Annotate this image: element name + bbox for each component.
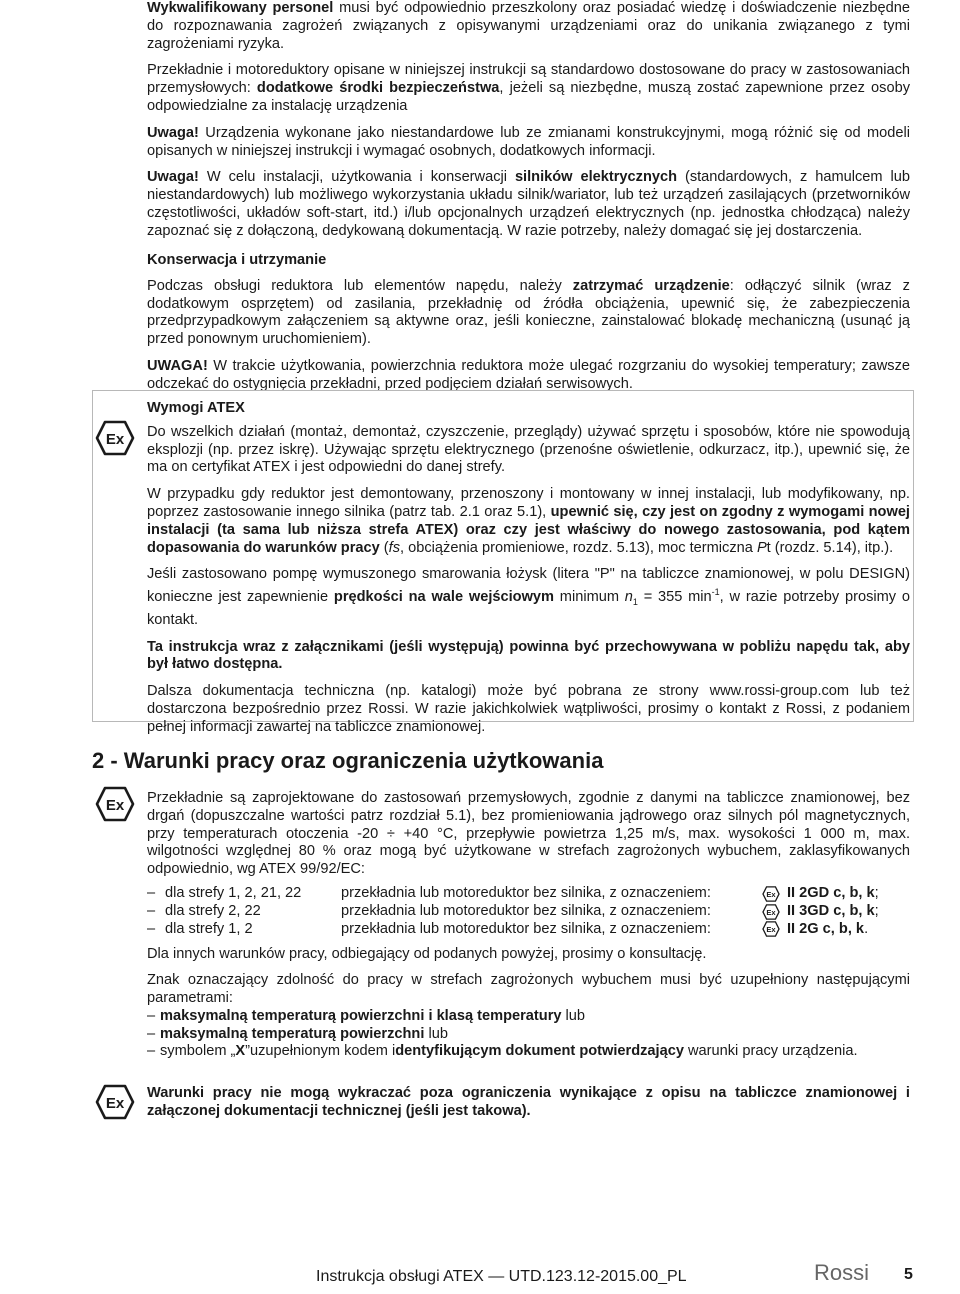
- svg-text:Ex: Ex: [766, 925, 776, 935]
- svg-text:Ex: Ex: [105, 431, 125, 448]
- maintenance-title: Konserwacja i utrzymanie: [147, 252, 327, 268]
- page-number: 5: [904, 1266, 913, 1283]
- section-2-body: [147, 790, 910, 1061]
- atex-paragraph-5: Dalsza dokumentacja techniczna (np. katalogi) może być pobrana ze strony www.rossi-group.com lub też dostarczona bezpośrednio przez Rossi. W razie jakichkolwiek wątpliwości, prosimy o kontakt z Rossi, z podaniem pełnej informacji zawartej na tabliczce znamionowej.: [147, 683, 910, 735]
- ex-hexagon-icon: [95, 420, 135, 456]
- maintenance-paragraph-2: UWAGA! W trakcie użytkowania, powierzchnia reduktora może ulegać rozgrzaniu do wysokiej temperatury; zawsze odczekać do ostygnięcia przekładni, przed podjęciem działań serwisowych.: [147, 357, 910, 392]
- intro-paragraph-3: Uwaga! Urządzenia wykonane jako niestandardowe lub ze zmianami konstrukcyjnymi, mogą różnić się od modeli opisanych w niniejszej instrukcji i wymagać osobnych, dodatkowych informacji.: [147, 124, 910, 159]
- ex-hexagon-icon: [761, 886, 781, 902]
- section-2-paragraph-4: Warunki pracy nie mogą wykraczać poza ograniczenia wynikające z opisu na tabliczce znamionowej i załączonej dokumentacji technicznej (jeśli jest takowa).: [147, 1085, 910, 1119]
- atex-paragraph-2: W przypadku gdy reduktor jest demontowany, przenoszony i montowany w innej instalacji, lub modyfikowany, np. poprzez zastosowanie innego silnika (patrz tab. 2.1 oraz 5.1), upewnić się, czy jest on zgodny z wymogami nowej instalacji (ta sama lub niższa strefa ATEX) oraz czy jest właściwy do nowego zastosowania, pod kątem dopasowania do warunków pracy (fs, obciążenia promieniowe, rozdz. 5.13), moc termiczna Pt (rozdz. 5.14), itp.).: [147, 486, 910, 556]
- page-footer: [316, 1260, 913, 1286]
- svg-text:Ex: Ex: [766, 907, 776, 917]
- atex-paragraph-3: Jeśli zastosowano pompę wymuszonego smarowania łożysk (litera "P" na tabliczce znamionowej, w polu DESIGN) konieczne jest zapewnienie prędkości na wale wejściowym minimum $n_1 = 355$ $\min^{-1}$, w razie potrzeby prosimy o kontakt.: [147, 566, 910, 628]
- parameter-item: – maksymalną temperaturą powierzchni lub: [147, 1025, 448, 1042]
- section-2-paragraph-2: Dla innych warunków pracy, odbiegający od podanych powyżej, prosimy o konsultację.: [147, 946, 707, 963]
- maintenance-paragraph-1: Podczas obsługi reduktora lub elementów napędu, należy zatrzymać urządzenie: odłączyć silnik (wraz z dodatkowym osprzętem) od zasilania, przekładnię od źródła obciążenia, upewnić się, że zabezpieczenia przedprzypadkowym załączeniem są aktywne oraz, jeśli konieczne, zainstalować blokadę mechaniczną (usunąć ją przed ponownym uruchomieniem).: [147, 277, 910, 348]
- svg-text:Ex: Ex: [105, 1095, 125, 1112]
- intro-paragraph-1: Wykwalifikowany personel musi być odpowiednio przeszkolony oraz posiadać wiedzę i doświadczenie niezbędne do rozpoznawania zagrożeń związanych z opisywanymi urządzeniami oraz do unikania związanego z tymi zagrożeniami ryzyka.: [147, 0, 910, 52]
- zone-list: [147, 885, 910, 938]
- svg-text:Ex: Ex: [766, 889, 776, 899]
- section-2-warning: [147, 1085, 910, 1121]
- atex-title: Wymogi ATEX: [147, 400, 245, 416]
- maintenance-section: [147, 252, 910, 394]
- zone-row: – dla strefy 2, 22 przekładnia lub motoreduktor bez silnika, z oznaczeniem: Ex II 3GD c, b, k ;: [147, 902, 879, 919]
- atex-section: [147, 400, 910, 737]
- svg-text:Ex: Ex: [105, 797, 125, 814]
- atex-paragraph-1: Do wszelkich działań (montaż, demontaż, czyszczenie, przeglądy) używać sprzętu i sposobów, które nie spowodują eksplozji (np. przez iskrę). Używając sprzętu elektrycznego (przenośne oświetlenie, odkurzacz, itp.), upewnić się, że ma on certyfikat ATEX i jest odpowiedni do danej strefy.: [147, 423, 910, 476]
- ex-hexagon-icon: [761, 904, 781, 920]
- intro-block: [147, 0, 910, 241]
- footer-text: Instrukcja obsługi ATEX — UTD.123.12-2015.00_PL: [316, 1268, 687, 1285]
- ex-hexagon-icon: [761, 921, 781, 937]
- atex-paragraph-4: Ta instrukcja wraz z załącznikami (jeśli występują) powinna być przechowywana w pobliżu napędu tak, aby był łatwo dostępna.: [147, 638, 910, 673]
- intro-paragraph-4: Uwaga! W celu instalacji, użytkowania i konserwacji silników elektrycznych (standardowych, z hamulcem lub niestandardowych) lub możliwego wykorzystania układu silnik/wariator, lub też urządzeń zasilających (przetworników częstotliwości, układów soft-start, itd.) i/lub opcjonalnych urządzeń elektrycznych (np. jednostka chłodząca) należy zapoznać się z dołączoną, dedykowaną dokumentacją. W razie potrzeby, należy domagać się jej dostarczenia.: [147, 169, 910, 239]
- parameter-item: – maksymalną temperaturą powierzchni i klasą temperatury lub: [147, 1007, 586, 1024]
- section-2-heading: 2 - Warunki pracy oraz ograniczenia użytkowania: [92, 748, 604, 773]
- intro-paragraph-2: Przekładnie i motoreduktory opisane w niniejszej instrukcji są standardowo dostosowane do pracy w zastosowaniach przemysłowych: dodatkowe środki bezpieczeństwa, jeżeli są niezbędne, muszą zostać zapewnione przez osoby odpowiedzialne za instalację urządzenia: [147, 62, 910, 114]
- zone-row: – dla strefy 1, 2, 21, 22 przekładnia lub motoreduktor bez silnika, z oznaczeniem: Ex II 2GD c, b, k ;: [147, 884, 879, 901]
- section-2-paragraph-3: Znak oznaczający zdolność do pracy w strefach zagrożonych wybuchem musi być uzupełniony następującymi parametrami:: [147, 972, 910, 1006]
- parameter-item: – symbolem „X”uzupełnionym kodem identyfikującym dokument potwierdzający warunki pracy urządzenia.: [147, 1043, 858, 1060]
- brand-logo: Rossi: [814, 1260, 870, 1285]
- ex-hexagon-icon: [95, 786, 135, 822]
- section-2-paragraph-1: Przekładnie są zaprojektowane do zastosowań przemysłowych, zgodnie z danymi na tabliczce znamionowej, bez drgań (dopuszczalne wartości patrz rozdział 5.1), bez promieniowania jądrowego oraz silnych pól magnetycznych, przy temperaturach otoczenia -20 ÷ +40 °C, przepływie powietrza 1,25 m/s, max. wysokości 1 000 m, max. wilgotności względnej 80 % oraz mogą być użytkowane w strefach zagrożonych wybuchem, zaklasyfikowanych odpowiednio, wg ATEX 99/92/EC:: [147, 790, 910, 878]
- ex-hexagon-icon: [95, 1084, 135, 1120]
- zone-row: – dla strefy 1, 2 przekładnia lub motoreduktor bez silnika, z oznaczeniem: Ex II 2G c, b, k .: [147, 920, 869, 937]
